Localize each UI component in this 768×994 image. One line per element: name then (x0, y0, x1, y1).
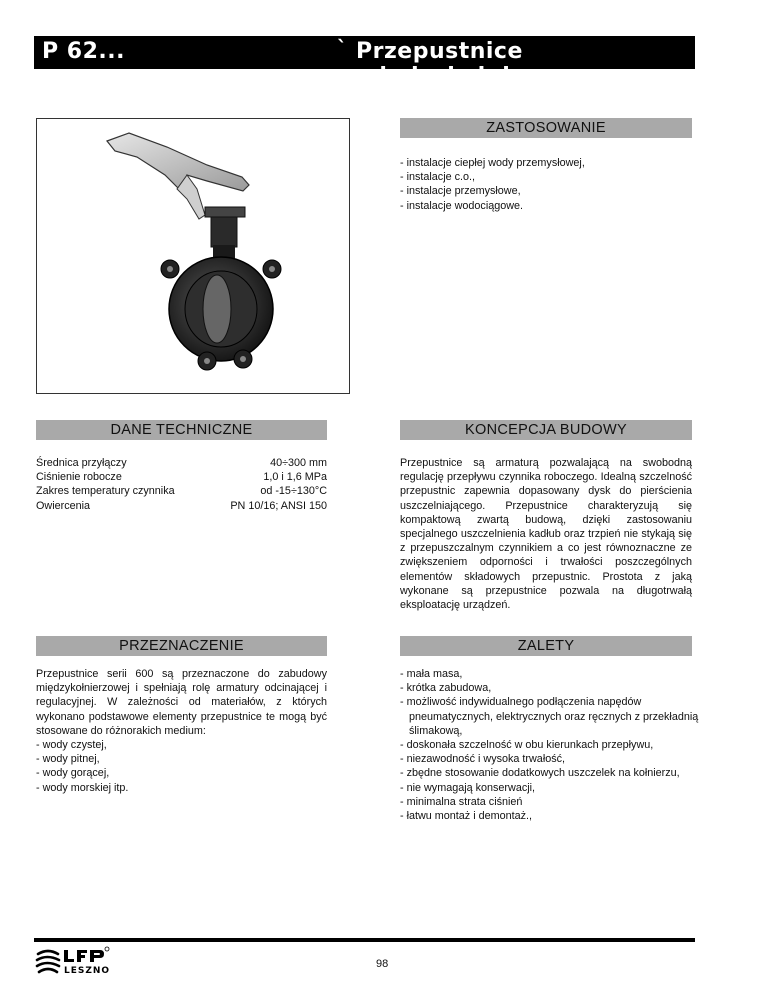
dane-techniczne-heading: DANE TECHNICZNE (110, 422, 253, 438)
title-bar (34, 36, 695, 89)
list-item: - zbędne stosowanie dodatkowych uszczelek na kołnierzu, (400, 767, 680, 780)
zalety-list (400, 667, 699, 823)
section-head-zalety (400, 636, 692, 656)
svg-text:LESZNO: LESZNO (64, 966, 111, 976)
tech-label: Średnica przyłączy (36, 457, 127, 469)
page-number: 98 (376, 958, 389, 970)
tech-label: Ciśnienie robocze (36, 471, 122, 484)
list-item: - doskonała szczelność w obu kierunkach przepływu, (400, 739, 654, 752)
zastosowanie-list (400, 156, 692, 213)
butterfly-valve-image (37, 119, 349, 393)
product-code: P 62... (42, 39, 125, 64)
tech-row (36, 499, 327, 513)
list-item: - instalacje c.o., (400, 171, 476, 184)
list-item: - możliwość indywidualnego podłączenia napędów (400, 696, 642, 709)
list-item: - łatwu montaż i demontaż., (400, 810, 533, 823)
tech-label: Owiercenia (36, 499, 91, 512)
tech-row (36, 456, 327, 470)
zalety-heading: ZALETY (517, 638, 575, 654)
list-item: - instalacje wodociągowe. (400, 199, 524, 212)
przeznaczenie-heading: PRZEZNACZENIE (119, 638, 244, 654)
list-item: - wody czystej, (36, 739, 107, 752)
footer-rule (34, 938, 695, 942)
list-item: - wody morskiej itp. (36, 781, 129, 794)
tech-label: Zakres temperatury czynnika (36, 485, 175, 498)
list-item: - instalacje przemysłowe, (400, 185, 521, 198)
section-head-zastosowanie (400, 118, 692, 138)
section-head-koncepcja (400, 420, 692, 440)
tech-row (36, 484, 327, 498)
tech-value: od -15÷130°C (260, 485, 327, 498)
section-head-przeznaczenie (36, 636, 327, 656)
list-item: - minimalna strata ciśnień (400, 795, 523, 808)
list-item: pneumatycznych, elektrycznych oraz ręcznych z przekładnią (409, 710, 699, 723)
list-item: - instalacje ciepłej wody przemysłowej, (400, 157, 585, 169)
list-item: - niezawodność i wysoka trwałość, (400, 753, 566, 766)
tech-value: PN 10/16; ANSI 150 (230, 499, 327, 512)
list-item: ślimakową, (409, 724, 463, 737)
list-item: - wody pitnej, (36, 753, 100, 766)
koncepcja-body: Przepustnice są armaturą pozwalającą na swobodną regulację przepływu czynnika roboczego. Idealną szczelność przepustnic zapewnia dopasowany dysk do pierścienia uszczelniającego. Przepustnice charakteryzują się kompaktową zwartą budową, dzięki zastosowaniu specjalnego uszczelnienia kadłub oraz trzpień nie stykają się z przepuszczalnym czynnikiem a co jest równoznaczne ze zwiększeniem odporności i trwałości poszczególnych elementów składowych przepustnic. Prostota z jaką wykonane są przepustnice pozwala na długotrwałą eksploatację urządzeń. (400, 457, 692, 612)
koncepcja-heading: KONCEPCJA BUDOWY (465, 422, 627, 438)
list-item: - krótka zabudowa, (400, 682, 492, 695)
tech-row (36, 470, 327, 484)
section-head-dane-techniczne (36, 420, 327, 440)
zastosowanie-heading: ZASTOSOWANIE (486, 120, 606, 136)
przeznaczenie-block (36, 667, 327, 795)
lfp-logo-icon (34, 946, 134, 976)
title-tick: ` (337, 36, 348, 60)
page-title: Przepustnice międzykołnierzowe (356, 39, 603, 89)
przeznaczenie-body: Przepustnice serii 600 są przeznaczone do zabudowy międzykołnierzowej i spełniają rolę armatury odcinającej i regulacyjnej. W zależności od materiałów, z których wykonano podstawowe elementy przepustnice te mogą być stosowane do różnorakich medium: (36, 668, 327, 737)
product-photo-frame (36, 118, 350, 394)
tech-data-table (36, 456, 327, 513)
list-item: - nie wymagają konserwacji, (400, 781, 536, 794)
list-item: - mała masa, (400, 668, 463, 680)
list-item: - wody gorącej, (36, 767, 110, 780)
tech-value: 40÷300 mm (270, 457, 327, 469)
tech-value: 1,0 i 1,6 MPa (263, 471, 327, 484)
